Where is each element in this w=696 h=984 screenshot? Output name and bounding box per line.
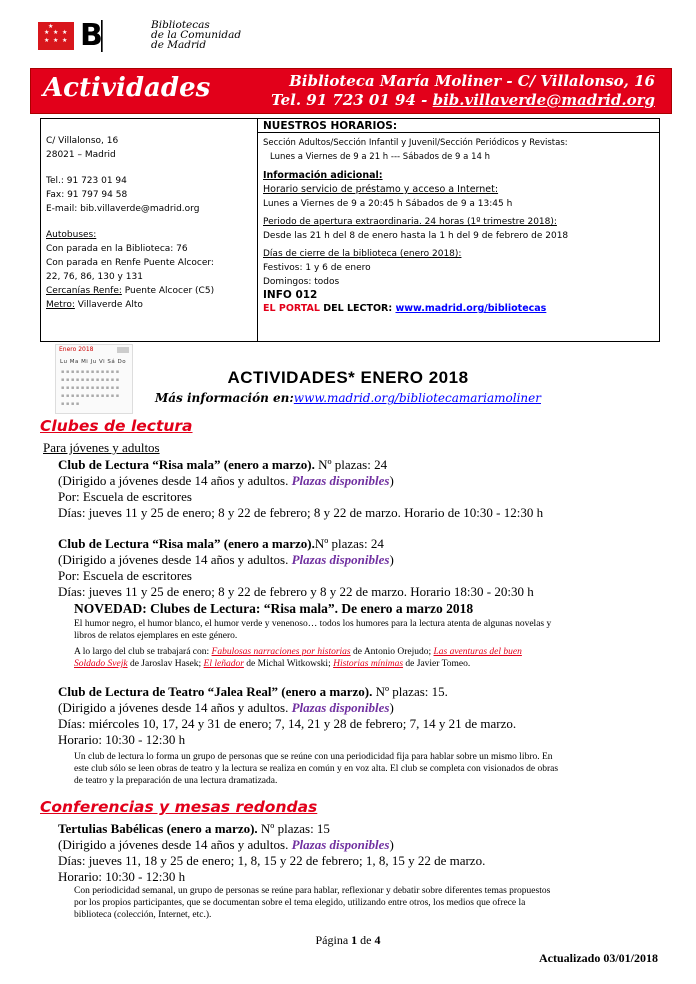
club3-dias: Días: miércoles 10, 17, 24 y 31 de enero; 7, 14, 21 y 28 de febrero; 7, 14 y 21 de marzo. xyxy=(58,716,517,731)
extra-opening-label: Periodo de apertura extraordinaria. 24 horas (1º trimestre 2018): xyxy=(263,217,557,227)
club1-dirigido: (Dirigido a jóvenes desde 14 años y adultos. Plazas disponibles) xyxy=(58,473,394,488)
bus-label: Autobuses: xyxy=(46,230,97,240)
sections-line: Sección Adultos/Sección Infantil y Juvenil/Sección Periódicos y Revistas: xyxy=(263,138,568,148)
audience-subheading: Para jóvenes y adultos xyxy=(43,440,160,455)
calendar-nav-arrows-icon[interactable] xyxy=(117,347,129,353)
info012-label: INFO 012 xyxy=(263,289,318,301)
club1-por: Por: Escuela de escritores xyxy=(58,489,192,504)
club3-horario: Horario: 10:30 - 12:30 h xyxy=(58,732,186,747)
tertulias-desc-2: por los propios participantes, que se documentan sobre el tema elegido, utilizando entre otros, los medios que ofrece la xyxy=(74,898,526,908)
bus-line-2: Con parada en Renfe Puente Alcocer: xyxy=(46,258,214,268)
club2-dias: Días: jueves 11 y 25 de enero; 8 y 22 de febrero y 8 y 22 de marzo. Horario 18:30 - 20:30 h xyxy=(58,584,534,599)
closing-sundays: Domingos: todos xyxy=(263,277,340,287)
email-line[interactable]: E-mail: bib.villaverde@madrid.org xyxy=(46,204,200,214)
page-number: Página 1 de 4 xyxy=(315,933,381,947)
calendar-row: ▪ ▪ ▪ ▪ ▪ ▪ ▪ ▪ ▪ ▪ ▪ ▪ xyxy=(61,385,120,391)
calendar-row: ▪ ▪ ▪ ▪ ▪ ▪ ▪ ▪ ▪ ▪ ▪ ▪ xyxy=(61,369,120,375)
closing-holidays: Festivos: 1 y 6 de enero xyxy=(263,263,371,273)
metro-line: Metro: Villaverde Alto xyxy=(46,300,143,310)
club2-por: Por: Escuela de escritores xyxy=(58,568,192,583)
fax-line: Fax: 91 797 94 58 xyxy=(46,190,128,200)
more-info-line: Más información en:www.madrid.org/bibliotecamariamoliner xyxy=(155,391,541,405)
club3-desc-3: de teatro y la preparación de una lectura dramatizada. xyxy=(74,776,278,786)
tertulias-dirigido: (Dirigido a jóvenes desde 14 años y adultos. Plazas disponibles) xyxy=(58,837,394,852)
novedad-desc-2: libros de relatos ejemplares en este género. xyxy=(74,631,238,641)
postal-line: 28021 – Madrid xyxy=(46,150,116,160)
library-logo-text: Bibliotecas de la Comunidad de Madrid xyxy=(151,19,242,51)
tertulias-desc-3: biblioteca (colección, Internet, etc.). xyxy=(74,910,212,920)
book-link[interactable]: Soldado Svejk xyxy=(74,659,128,669)
book-link[interactable]: Fabulosas narraciones por historias xyxy=(211,647,351,657)
club3-dirigido: (Dirigido a jóvenes desde 14 años y adultos. Plazas disponibles) xyxy=(58,700,394,715)
novedad-books-1: A lo largo del club se trabajará con: Fabulosas narraciones por historias de Antonio Orejudo; Las aventuras del buen xyxy=(74,647,522,657)
club3-title: Club de Lectura de Teatro “Jalea Real” (enero a marzo). Nº plazas: 15. xyxy=(58,684,448,699)
sections-hours: Lunes a Viernes de 9 a 21 h --- Sábados de 9 a 14 h xyxy=(270,152,490,162)
tertulias-dias: Días: jueves 11, 18 y 25 de enero; 1, 8, 15 y 22 de febrero; 1, 8, 15 y 22 de marzo. xyxy=(58,853,486,868)
closing-days-label: Días de cierre de la biblioteca (enero 2018): xyxy=(263,249,462,259)
header-banner xyxy=(30,68,672,114)
banner-title: Actividades xyxy=(43,73,211,103)
hours-column xyxy=(258,119,659,341)
additional-info-label: Información adicional: xyxy=(263,170,383,181)
banner-email-link[interactable]: bib.villaverde@madrid.org xyxy=(432,91,655,109)
section-heading-conferencias: Conferencias y mesas redondas xyxy=(40,798,318,816)
address-line: C/ Villalonso, 16 xyxy=(46,136,119,146)
library-info-table xyxy=(40,118,660,342)
calendar-month: Enero 2018 xyxy=(59,346,94,353)
club2-title: Club de Lectura “Risa mala” (enero a marzo).Nº plazas: 24 xyxy=(58,536,384,551)
tertulias-horario: Horario: 10:30 - 12:30 h xyxy=(58,869,186,884)
novedad-books-2: Soldado Svejk de Jaroslav Hasek; El leñador de Michal Witkowski; Historias mínimas de Javier Tomeo. xyxy=(74,659,471,669)
updated-date: Actualizado 03/01/2018 xyxy=(539,951,658,965)
calendar-row: ▪ ▪ ▪ ▪ ▪ ▪ ▪ ▪ ▪ ▪ ▪ ▪ xyxy=(61,393,120,399)
bus-line-1: Con parada en la Biblioteca: 76 xyxy=(46,244,188,254)
loan-hours-label: Horario servicio de préstamo y acceso a Internet: xyxy=(263,184,499,195)
club3-desc-2: este club sólo se leen obras de teatro y la lectura se realiza en común y en voz alta. El club se completa con visionados de obras xyxy=(74,764,559,774)
hours-title: NUESTROS HORARIOS: xyxy=(258,119,659,133)
section-heading-clubes: Clubes de lectura xyxy=(40,417,193,435)
calendar-weekdays: Lu Ma Mi Ju Vi Sá Do xyxy=(60,359,127,365)
cercanias-line: Cercanías Renfe: Puente Alcocer (C5) xyxy=(46,286,215,296)
banner-library-address: Biblioteca María Moliner - C/ Villalonso, 16 xyxy=(289,72,655,90)
book-link[interactable]: Las aventuras del buen xyxy=(433,647,522,657)
club2-dirigido: (Dirigido a jóvenes desde 14 años y adultos. Plazas disponibles) xyxy=(58,552,394,567)
tel-line: Tel.: 91 723 01 94 xyxy=(46,176,127,186)
activities-title: ACTIVIDADES* ENERO 2018 xyxy=(227,368,469,387)
loan-hours-value: Lunes a Viernes de 9 a 20:45 h Sábados de 9 a 13:45 h xyxy=(263,199,513,209)
book-link[interactable]: El leñador xyxy=(203,659,244,669)
contact-column xyxy=(41,119,258,341)
portal-link[interactable]: www.madrid.org/bibliotecas xyxy=(395,303,547,314)
club3-desc-1: Un club de lectura lo forma un grupo de personas que se reúne con una periodicidad fija para hablar sobre un mismo libro. En xyxy=(74,752,553,762)
calendar-row: ▪ ▪ ▪ ▪ xyxy=(61,401,80,407)
comunidad-madrid-flag-icon: ★ ★ ★ ★ ★ ★ ★ xyxy=(38,22,74,50)
portal-line: EL PORTAL DEL LECTOR: www.madrid.org/bibliotecas xyxy=(263,303,547,314)
novedad-title: NOVEDAD: Clubes de Lectura: “Risa mala”. De enero a marzo 2018 xyxy=(74,601,474,616)
tertulias-desc-1: Con periodicidad semanal, un grupo de personas se reúne para hablar, reflexionar y debatir sobre diferentes temas propuestos xyxy=(74,886,551,896)
tertulias-title: Tertulias Babélicas (enero a marzo). Nº plazas: 15 xyxy=(58,821,330,836)
extra-opening-value: Desde las 21 h del 8 de enero hasta la 1 h del 9 de febrero de 2018 xyxy=(263,231,569,241)
banner-contact: Tel. 91 723 01 94 - bib.villaverde@madrid.org xyxy=(271,91,655,109)
bus-line-3: 22, 76, 86, 130 y 131 xyxy=(46,272,143,282)
calendar-row: ▪ ▪ ▪ ▪ ▪ ▪ ▪ ▪ ▪ ▪ ▪ ▪ xyxy=(61,377,120,383)
club1-title: Club de Lectura “Risa mala” (enero a marzo). Nº plazas: 24 xyxy=(58,457,388,472)
book-link[interactable]: Historias mínimas xyxy=(333,659,404,669)
library-logo-mark: B██ xyxy=(80,18,146,53)
club1-dias: Días: jueves 11 y 25 de enero; 8 y 22 de febrero; 8 y 22 de marzo. Horario de 10:30 - 12:30 h xyxy=(58,505,544,520)
more-info-link[interactable]: www.madrid.org/bibliotecamariamoliner xyxy=(293,391,541,405)
novedad-desc-1: El humor negro, el humor blanco, el humor verde y venenoso… todos los humores para la lectura atenta de algunas novelas y xyxy=(74,619,552,629)
